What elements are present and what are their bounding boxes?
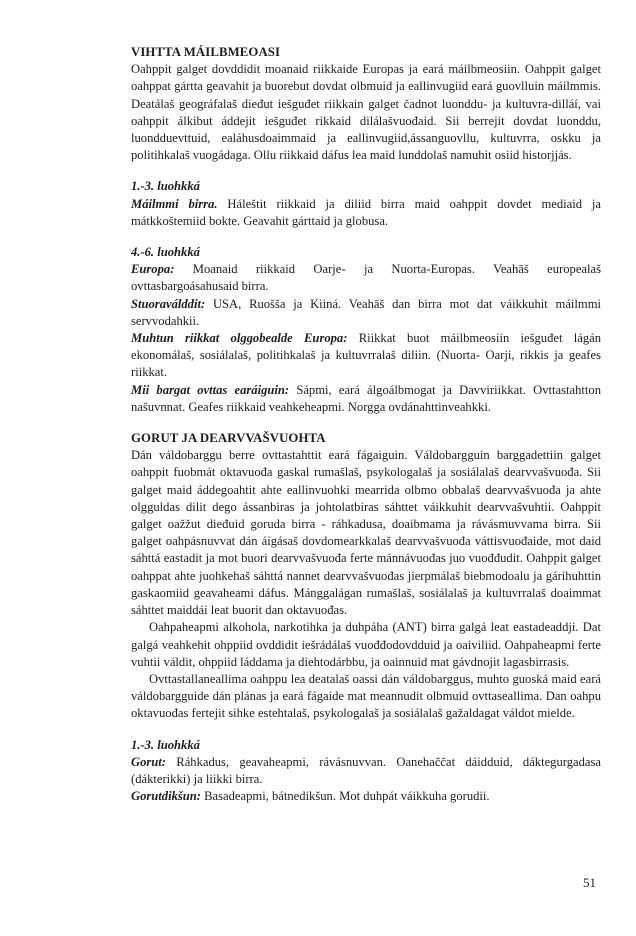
section-heading-vihtta-mailbmeoasi: VIHTTA MÁILBMEOASI [131,45,281,59]
muhtun-label: Muhtun riikkat olggobealde Europa: [131,331,348,346]
mii-label: Mii bargat ovttas earáiguin: [131,382,290,397]
muhtun-text: Riikkat buot máilbmeosiin iešguđet lágán ekonomálaš, sosiálalaš, politihkalaš ja kultuvrralaš diliin. (Nuorta- Oarji, rikkis ja geafes riikkat. [131,331,602,380]
grade-heading-1-3-gorut: 1.-3. luohkká [131,737,200,752]
gorutdiksun-text: Basadeapmi, bátnedikšun. Mot duhpát váikkuha gorudii. [201,789,490,804]
gorut-item-paragraph [131,754,601,788]
document-page [131,44,601,805]
mii-paragraph [131,382,601,416]
mailmmi-paragraph [131,196,601,230]
mii-text: Sápmi, eará álgoálbmogat ja Davviriikkat. Ovttastahtton našuvnnat. Geafes riikkaid veahkeheapmi. Norgga ovdánahttinveahkki. [131,382,601,414]
stuoravalddit-label: Stuoraválddit: [131,296,206,311]
gorut-paragraph-2: Oahpaheapmi alkohola, narkotihka ja duhpáha (ANT) birra galgá leat eastadeaddji. Dat galgá veahkehit ohppiid ovddidit iešrádálaš vuođđodovdduid ja oaiviliid. Oahpaheapmi ferte vuhtii váldit, ohppiid láddama ja diehtodárbbu, ja oainnuid mat gávdnojit lagasbirrasis. [131,620,601,669]
muhtun-paragraph [131,330,601,382]
gorutdiksun-paragraph [131,788,601,805]
europa-label: Europa: [131,262,175,277]
section-intro-paragraph: Oahppit galget dovddidit moanaid riikkaide Europas ja eará máilbmeosiin. Oahppit galget oahppat gártta geavahit ja buorebut dovdat olbmuid ja eallinvugiid eará guovlluin máilmmis. Deatálaš geográfalaš dieđut iešguđet riikkain galget čadnot luonddu- ja kultuvra-dilláí, vai oahppit álkibut áddejit iešguđet rikkaid dilálašvuođaid. Sii berrejit dovdat luonddu, luondduevttuid, ealáhusdoaimmaid ja eallinvugiid,ássanguovllu, kultuvrra, oskku ja politihkalaš vuogádaga. Ollu riikkaid dáfus lea maid lunddolaš namuhit osiid historjjás. [131,62,601,163]
grade-heading-1-3: 1.-3. luohkká [131,179,200,194]
europa-text: Moanaid riikkaid Oarje- ja Nuorta-Europas. Veahāš europealaš ovttasbargoásahusaid birra. [131,262,601,294]
stuoravalddit-text: USA, Ruošša ja Kiiná. Veahāš dan birra mot dat váikkuhit máilmmi servvodahkii. [131,296,601,328]
page-number: 51 [583,875,596,890]
europa-paragraph [131,261,601,295]
gorut-label: Gorut: [131,754,166,769]
stuoravalddit-paragraph [131,296,601,330]
section-heading-gorut: GORUT JA DEARVVAŠVUOHTA [131,431,326,446]
gorut-paragraph-3: Ovttastallaneallima oahppu lea deatalaš oassi dán váldobarggus, muhto guoská maid eará váldobargguide dán plánas ja eará fágaide mat meannudit olbmuid ovttaseallima. Dan oahpu oktavuođas fertejit sihke estehtalaš, psykologalaš ja sosiálalaš gažaldagat váldot mielde. [131,671,601,721]
mailmmi-text: Háleštit riikkaid ja diliid birra maid oahppit dovdet mediaid ja mátkkoštemiid bokte. Geavahit gárttaid ja globusa. [131,196,601,228]
mailmmi-label: Máilmmi birra. [131,196,218,211]
gorut-paragraph-1: Dán váldobarggu berre ovttastahttit eará fágaiguin. Váldobargguin barggadettiin galget oahppit fuobmát oktavuođa gaskal rumašlaš, psykologalaš ja sosiálalaš dearvvašvuođa. Sii galget maid áddegoahtit ahte eallinvuohki mearrida olbmo obbalaš dearvvašvuođa ja ahte olgguldas dilit dego ássanbiras ja johtolatbiras sáhttet váikkuhit dearvvašvuhtii. Oahppit galget oažžut dieđuid goruda birra - ráhkadusa, doaibmama ja rávásmuvvama birra. Sii galget oahpásnuvvat dán áigásaš dovdomearkkalaš dearvvašvuođa váttisvuođaide, mot daid sáhttá eastadit ja mot buori dearvvašvuođa ferte mánnávuođas juo vuođđudit. Oahppit galget oahppat ahte juohkehaš sáhttá nannet dearvvašvuođas jierpmálaš biebmodoalu ja gárihuhttin gaskaomiid geavaheami dáfus. Mánggalágan rumašlaš, sosiálalaš ja kultuvrralaš doaimmat sáhttet maiddái leat buorit dan oktavuođas. [131,448,601,618]
grade-heading-4-6: 4.-6. luohkká [131,245,200,260]
gorutdiksun-label: Gorutdikšun: [131,789,201,804]
gorut-text: Ráhkadus, geavaheapmi, rávásnuvvan. Oanehaččat dáidduid, dáktegurgadasa (dákterikki) ja liikki birra. [131,754,601,786]
